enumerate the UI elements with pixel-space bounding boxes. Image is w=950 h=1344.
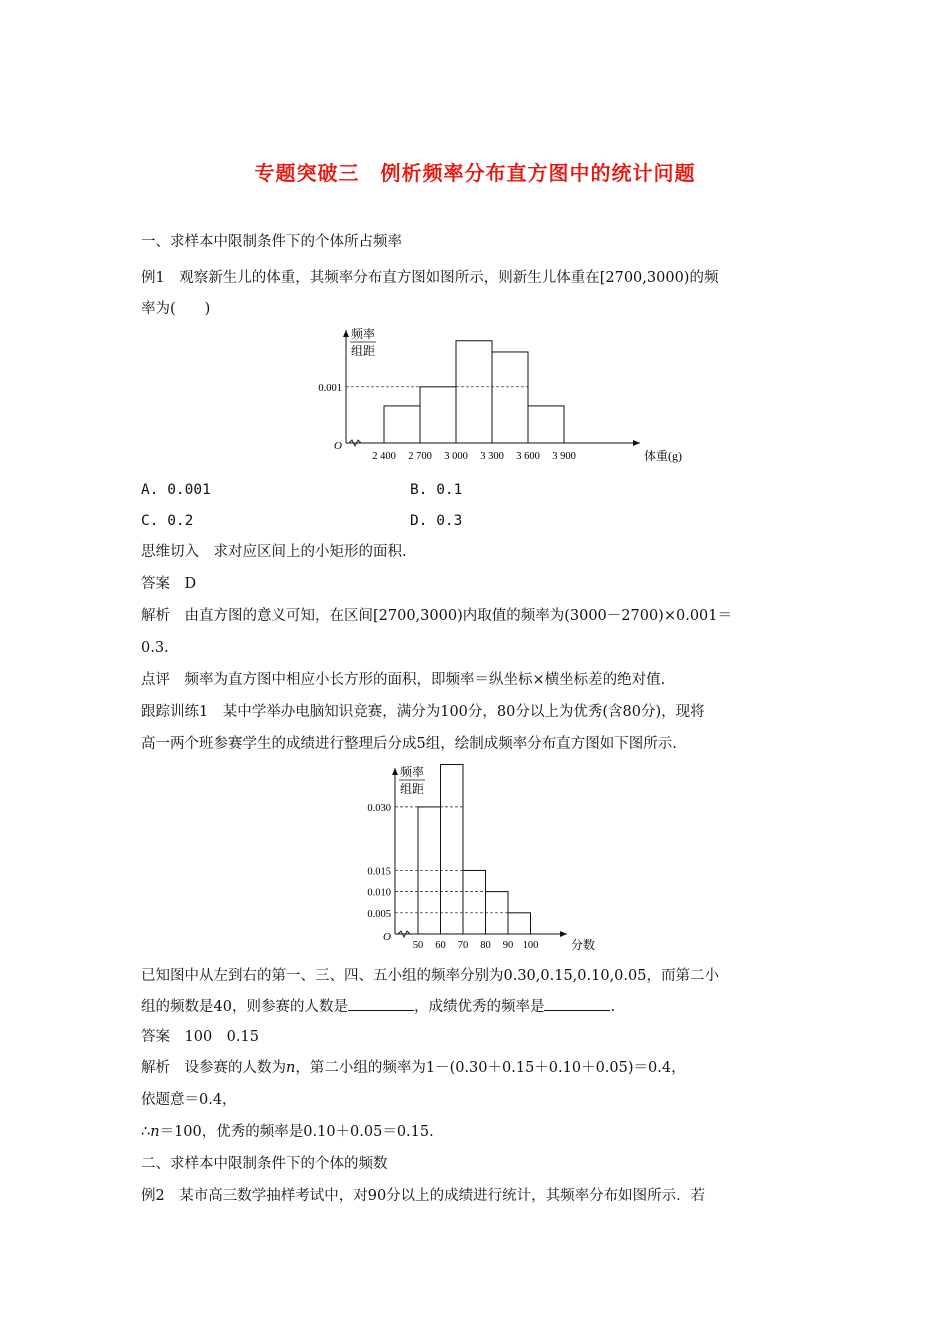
x-axis-arrow <box>633 440 640 446</box>
variable-n-2: n <box>150 1124 160 1140</box>
x-tick-label: 60 <box>435 940 446 951</box>
analysis-text-c: ＝100，优秀的频率是0.10＋0.05＝0.15. <box>159 1124 434 1140</box>
histogram-bar <box>420 387 456 443</box>
x-tick-label: 3 900 <box>552 451 576 462</box>
option-c: C. 0.2 <box>141 513 194 529</box>
y-tick-label: 0.001 <box>318 382 342 394</box>
training1-question-text-c: . <box>610 999 616 1015</box>
answer-blank-excellent-rate[interactable] <box>544 996 610 1011</box>
histogram-bar <box>463 870 486 934</box>
training1-question-line4 <box>141 996 821 1017</box>
option-b: B. 0.1 <box>410 482 463 498</box>
training1-analysis-line3 <box>141 1122 821 1142</box>
analysis-text-a: 解析 设参赛的人数为 <box>141 1060 286 1076</box>
training1-analysis-line1 <box>141 1058 821 1078</box>
training1-question-text-a: 组的频数是40，则参赛的人数是 <box>141 999 348 1015</box>
origin-label: O <box>334 440 342 452</box>
y-axis-arrow <box>392 768 398 775</box>
example1-answer: 答案 D <box>141 576 197 592</box>
training1-question-line3: 已知图中从左到右的第一、三、四、五小组的频率分别为0.30,0.15,0.10,0.05，而第二小 <box>141 968 719 984</box>
analysis-text-b: ，第二小组的频率为1－(0.30＋0.15＋0.10＋0.05)＝0.4， <box>295 1060 686 1076</box>
option-a: A. 0.001 <box>141 482 211 498</box>
origin-label: O <box>383 931 391 943</box>
histogram-bar <box>384 406 420 443</box>
variable-n: n <box>286 1060 296 1076</box>
example1-question-line1: 例1 观察新生儿的体重，其频率分布直方图如图所示，则新生儿体重在[2700,3000)的频 <box>141 270 719 286</box>
y-label-bottom: 组距 <box>400 782 425 796</box>
training1-question-line1: 跟踪训练1 某中学举办电脑知识竞赛，满分为100分，80分以上为优秀(含80分)，现将 <box>141 704 705 720</box>
x-tick-label: 3 000 <box>444 451 468 462</box>
example1-analysis-line1: 解析 由直方图的意义可知，在区间[2700,3000)内取值的频率为(3000－2700)×0.001＝ <box>141 608 733 624</box>
chart-score-histogram <box>355 763 596 953</box>
y-tick-label: 0.010 <box>367 887 391 899</box>
example1-analysis-line2: 0.3. <box>141 640 169 656</box>
y-tick-label: 0.030 <box>367 802 391 814</box>
x-axis-label: 分数 <box>571 938 596 952</box>
x-tick-label: 80 <box>480 940 491 951</box>
histogram-bar <box>528 406 564 443</box>
histogram-bar <box>508 913 531 934</box>
x-tick-label: 50 <box>412 940 424 951</box>
x-tick-label: 100 <box>522 940 539 951</box>
y-tick-label: 0.005 <box>367 908 391 920</box>
x-tick-label: 2 700 <box>408 451 432 462</box>
x-tick-label: 2 400 <box>372 451 396 462</box>
therefore-symbol: ∴ <box>141 1124 151 1140</box>
training1-question-line2: 高一两个班参赛学生的成绩进行整理后分成5组，绘制成频率分布直方图如下图所示. <box>141 736 677 752</box>
example1-hint: 思维切入 求对应区间上的小矩形的面积. <box>141 544 407 560</box>
x-axis-label: 体重(g) <box>644 449 682 463</box>
x-tick-label: 70 <box>457 940 469 951</box>
y-label-top: 频率 <box>351 327 376 341</box>
x-axis-arrow <box>560 931 567 937</box>
training1-analysis-line2: 依题意＝0.4， <box>141 1092 237 1108</box>
section-heading-1: 一、求样本中限制条件下的个体所占频率 <box>141 234 402 250</box>
chart-birth-weight-histogram <box>300 325 682 470</box>
section-heading-2: 二、求样本中限制条件下的个体的频数 <box>141 1156 388 1172</box>
answer-blank-participants[interactable] <box>348 996 414 1011</box>
page-title: 专题突破三 例析频率分布直方图中的统计问题 <box>254 161 696 185</box>
example2-question-line1: 例2 某市高三数学抽样考试中，对90分以上的成绩进行统计，其频率分布如图所示．若 <box>141 1188 706 1204</box>
x-tick-label: 90 <box>502 940 514 951</box>
x-tick-label: 3 600 <box>516 451 540 462</box>
training1-answer: 答案 100 0.15 <box>141 1029 259 1045</box>
option-d: D. 0.3 <box>410 513 463 529</box>
histogram-bar <box>456 341 492 443</box>
y-tick-label: 0.015 <box>367 866 391 878</box>
x-tick-label: 3 300 <box>480 451 504 462</box>
y-label-bottom: 组距 <box>351 344 376 358</box>
y-label-top: 频率 <box>400 765 425 779</box>
histogram-bar <box>441 765 464 934</box>
y-axis-arrow <box>343 330 349 337</box>
example1-comment: 点评 频率为直方图中相应小长方形的面积，即频率＝纵坐标×横坐标差的绝对值. <box>141 672 666 688</box>
training1-question-text-b: ，成绩优秀的频率是 <box>413 999 545 1015</box>
histogram-bar <box>492 352 528 443</box>
example1-question-line2: 率为( ) <box>141 301 211 317</box>
